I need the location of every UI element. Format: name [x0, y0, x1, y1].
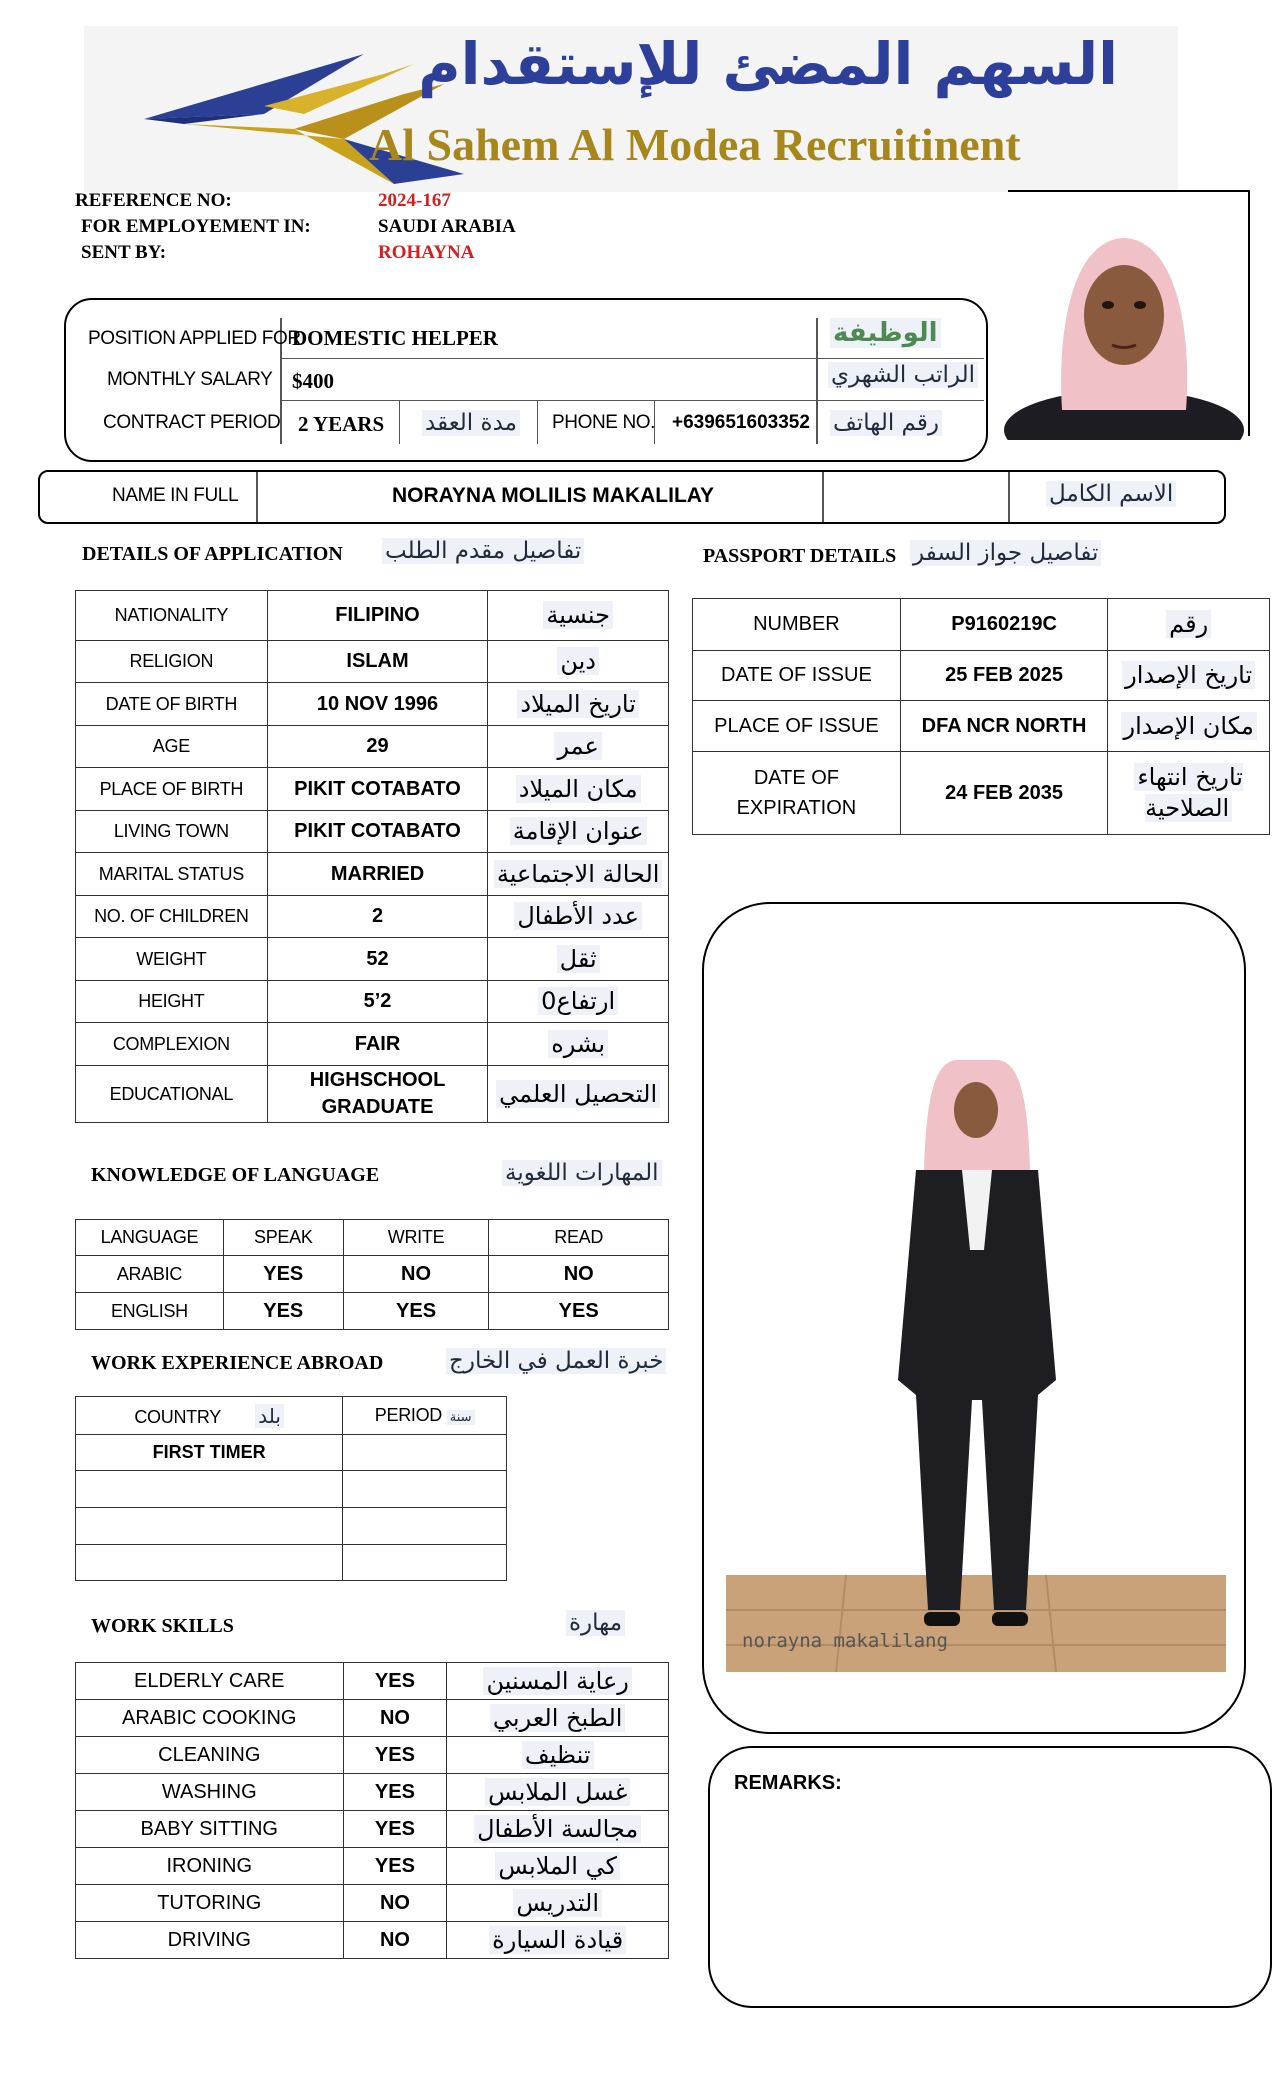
passport-title-arabic: تفاصيل جواز السفر: [910, 540, 1101, 566]
logo-english-name: Al Sahem Al Modea Recruitinent: [369, 119, 1021, 170]
detail-value: HIGHSCHOOL GRADUATE: [267, 1066, 488, 1123]
experience-title-arabic: خبرة العمل في الخارج: [446, 1348, 666, 1374]
table-row: [76, 1066, 669, 1123]
table-row: [76, 1471, 507, 1508]
table-row: [76, 1220, 669, 1256]
salary-arabic: الراتب الشهري: [828, 362, 978, 388]
table-row: [76, 811, 669, 853]
table-row: [76, 641, 669, 683]
passport-arabic: رقم: [1166, 610, 1211, 638]
skill-value: YES: [343, 1774, 447, 1811]
country-value: FIRST TIMER: [76, 1435, 343, 1471]
table-row: [76, 896, 669, 938]
detail-label: PLACE OF BIRTH: [76, 768, 268, 811]
passport-arabic: تاريخ انتهاء الصلاحية: [1134, 763, 1243, 822]
detail-value: 5’2: [267, 981, 488, 1023]
table-row: [76, 1811, 669, 1848]
detail-value: 2: [267, 896, 488, 938]
country-header: COUNTRY: [134, 1406, 221, 1427]
skill-value: YES: [343, 1848, 447, 1885]
country-header-arabic: بلد: [255, 1404, 284, 1428]
speak-header: SPEAK: [223, 1220, 343, 1256]
detail-arabic: عمر: [554, 732, 601, 760]
detail-label: RELIGION: [76, 641, 268, 683]
detail-arabic: ارتفاع0: [538, 987, 618, 1015]
language-header: LANGUAGE: [76, 1220, 224, 1256]
language-table: [75, 1219, 669, 1330]
contract-value: 2 YEARS: [298, 412, 385, 436]
speak-value: YES: [223, 1256, 343, 1293]
detail-value: 52: [267, 938, 488, 981]
salary-label: MONTHLY SALARY: [107, 369, 273, 390]
detail-value: FILIPINO: [267, 591, 488, 641]
skill-arabic: تنظيف: [522, 1741, 594, 1769]
passport-arabic: تاريخ الإصدار: [1122, 661, 1255, 689]
period-value: [343, 1545, 507, 1581]
position-arabic: الوظيفة: [830, 318, 941, 348]
skill-label: CLEANING: [76, 1737, 344, 1774]
phone-value: +639651603352: [672, 412, 810, 433]
full-name: NORAYNA MOLILIS MAKALILAY: [392, 484, 715, 507]
table-row: [76, 1737, 669, 1774]
table-row: [76, 1885, 669, 1922]
skill-arabic: التدريس: [513, 1889, 602, 1917]
table-row: [76, 938, 669, 981]
reference-value: 2024-167: [378, 190, 451, 211]
contract-arabic: مدة العقد: [422, 410, 520, 436]
period-value: [343, 1435, 507, 1471]
passport-title: PASSPORT DETAILS: [703, 545, 897, 567]
detail-label: LIVING TOWN: [76, 811, 268, 853]
skill-label: ELDERLY CARE: [76, 1663, 344, 1700]
detail-label: EDUCATIONAL: [76, 1066, 268, 1123]
table-row: [76, 683, 669, 726]
skill-label: ARABIC COOKING: [76, 1700, 344, 1737]
skill-label: WASHING: [76, 1774, 344, 1811]
passport-arabic: مكان الإصدار: [1121, 712, 1257, 740]
logo-arabic-name: السهم المضئ للإستقدام: [418, 30, 1118, 98]
skill-label: IRONING: [76, 1848, 344, 1885]
detail-value: ISLAM: [267, 641, 488, 683]
skill-arabic: قيادة السيارة: [489, 1926, 626, 1954]
detail-label: HEIGHT: [76, 981, 268, 1023]
applicant-portrait-photo: [1002, 210, 1246, 440]
language-title-arabic: المهارات اللغوية: [502, 1160, 662, 1186]
photo-caption: norayna makalilang: [742, 1630, 948, 1652]
table-row: [76, 981, 669, 1023]
skill-value: YES: [343, 1737, 447, 1774]
detail-arabic: عنوان الإقامة: [510, 817, 647, 845]
table-row: [693, 752, 1270, 835]
name-label: NAME IN FULL: [112, 485, 239, 506]
table-row: [76, 1023, 669, 1066]
portrait-illustration: [1002, 210, 1246, 440]
write-header: WRITE: [343, 1220, 489, 1256]
detail-value: PIKIT COTABATO: [267, 768, 488, 811]
detail-value: 29: [267, 726, 488, 768]
experience-table: [75, 1396, 507, 1581]
detail-arabic: مكان الميلاد: [516, 775, 641, 803]
country-value: [76, 1508, 343, 1545]
skills-title-arabic: مهارة: [566, 1610, 625, 1636]
passport-value: P9160219C: [900, 599, 1107, 651]
detail-arabic: الحالة الاجتماعية: [494, 860, 663, 888]
detail-value: FAIR: [267, 1023, 488, 1066]
detail-arabic: عدد الأطفال: [514, 902, 642, 930]
detail-label: MARITAL STATUS: [76, 853, 268, 896]
skill-arabic: مجالسة الأطفال: [474, 1815, 641, 1843]
language-title: KNOWLEDGE OF LANGUAGE: [91, 1164, 380, 1186]
table-row: [76, 1435, 507, 1471]
detail-arabic: تاريخ الميلاد: [517, 690, 639, 718]
passport-label: DATE OF ISSUE: [693, 651, 901, 701]
skill-label: DRIVING: [76, 1922, 344, 1959]
read-value: NO: [489, 1256, 669, 1293]
detail-arabic: دين: [557, 647, 599, 675]
write-value: YES: [343, 1293, 489, 1330]
table-row: [76, 1848, 669, 1885]
detail-label: DATE OF BIRTH: [76, 683, 268, 726]
country-value: [76, 1471, 343, 1508]
experience-title: WORK EXPERIENCE ABROAD: [91, 1352, 384, 1374]
detail-label: AGE: [76, 726, 268, 768]
reference-label: REFERENCE NO:: [75, 190, 232, 211]
table-row: [76, 1397, 507, 1435]
skill-arabic: الطبخ العربي: [490, 1704, 626, 1732]
table-row: [76, 768, 669, 811]
skill-arabic: غسل الملابس: [485, 1778, 630, 1806]
table-row: [76, 1545, 507, 1581]
skill-label: TUTORING: [76, 1885, 344, 1922]
detail-arabic: بشره: [548, 1030, 608, 1058]
table-row: [693, 599, 1270, 651]
full-body-illustration: [726, 1050, 1226, 1672]
period-value: [343, 1508, 507, 1545]
table-row: [76, 1293, 669, 1330]
passport-table: [692, 598, 1270, 835]
sent-by-label: SENT BY:: [81, 242, 167, 263]
passport-label: PLACE OF ISSUE: [693, 701, 901, 752]
details-title: DETAILS OF APPLICATION: [82, 543, 343, 565]
skill-arabic: رعاية المسنين: [483, 1667, 631, 1695]
detail-value: MARRIED: [267, 853, 488, 896]
applicant-full-body-photo: [726, 1050, 1226, 1672]
table-row: [76, 853, 669, 896]
name-arabic: الاسم الكامل: [1046, 481, 1176, 507]
read-value: YES: [489, 1293, 669, 1330]
country-value: [76, 1545, 343, 1581]
detail-label: COMPLEXION: [76, 1023, 268, 1066]
salary-value: $400: [292, 369, 334, 393]
table-row: [76, 1774, 669, 1811]
period-header-arabic: سنة: [447, 1410, 475, 1425]
detail-arabic: ثقل: [557, 945, 600, 973]
detail-label: NO. OF CHILDREN: [76, 896, 268, 938]
table-row: [76, 1922, 669, 1959]
phone-label: PHONE NO.: [552, 412, 656, 433]
language-name: ARABIC: [76, 1256, 224, 1293]
table-row: [76, 1508, 507, 1545]
passport-value: 24 FEB 2035: [900, 752, 1107, 835]
remarks-label: REMARKS:: [734, 1772, 842, 1794]
detail-value: 10 NOV 1996: [267, 683, 488, 726]
passport-value: DFA NCR NORTH: [900, 701, 1107, 752]
period-header: PERIOD: [374, 1405, 443, 1425]
table-row: [76, 591, 669, 641]
table-row: [693, 701, 1270, 752]
skills-title: WORK SKILLS: [91, 1615, 234, 1637]
details-table: [75, 590, 669, 1123]
employment-label: FOR EMPLOYEMENT IN:: [81, 216, 311, 237]
detail-arabic: التحصيل العلمي: [496, 1080, 660, 1108]
skill-value: YES: [343, 1663, 447, 1700]
detail-value: PIKIT COTABATO: [267, 811, 488, 853]
detail-arabic: جنسية: [543, 601, 613, 629]
skill-value: NO: [343, 1885, 447, 1922]
speak-value: YES: [223, 1293, 343, 1330]
table-row: [76, 1256, 669, 1293]
write-value: NO: [343, 1256, 489, 1293]
read-header: READ: [489, 1220, 669, 1256]
detail-label: WEIGHT: [76, 938, 268, 981]
skills-table: [75, 1662, 669, 1959]
contract-label: CONTRACT PERIOD: [103, 412, 281, 433]
details-title-arabic: تفاصيل مقدم الطلب: [382, 538, 584, 564]
table-row: [693, 651, 1270, 701]
position-value: DOMESTIC HELPER: [292, 326, 498, 350]
position-label: POSITION APPLIED FOR: [88, 328, 301, 349]
period-value: [343, 1471, 507, 1508]
skill-value: YES: [343, 1811, 447, 1848]
skill-arabic: كي الملابس: [495, 1852, 620, 1880]
logo-banner: [84, 26, 1178, 192]
skill-value: NO: [343, 1922, 447, 1959]
skill-label: BABY SITTING: [76, 1811, 344, 1848]
passport-value: 25 FEB 2025: [900, 651, 1107, 701]
skill-value: NO: [343, 1700, 447, 1737]
language-name: ENGLISH: [76, 1293, 224, 1330]
detail-label: NATIONALITY: [76, 591, 268, 641]
table-row: [76, 1663, 669, 1700]
table-row: [76, 1700, 669, 1737]
table-row: [76, 726, 669, 768]
passport-label: DATE OF EXPIRATION: [693, 752, 901, 835]
passport-label: NUMBER: [693, 599, 901, 651]
sent-by-value: ROHAYNA: [378, 242, 475, 263]
employment-value: SAUDI ARABIA: [378, 216, 516, 237]
phone-arabic: رقم الهاتف: [830, 410, 942, 436]
